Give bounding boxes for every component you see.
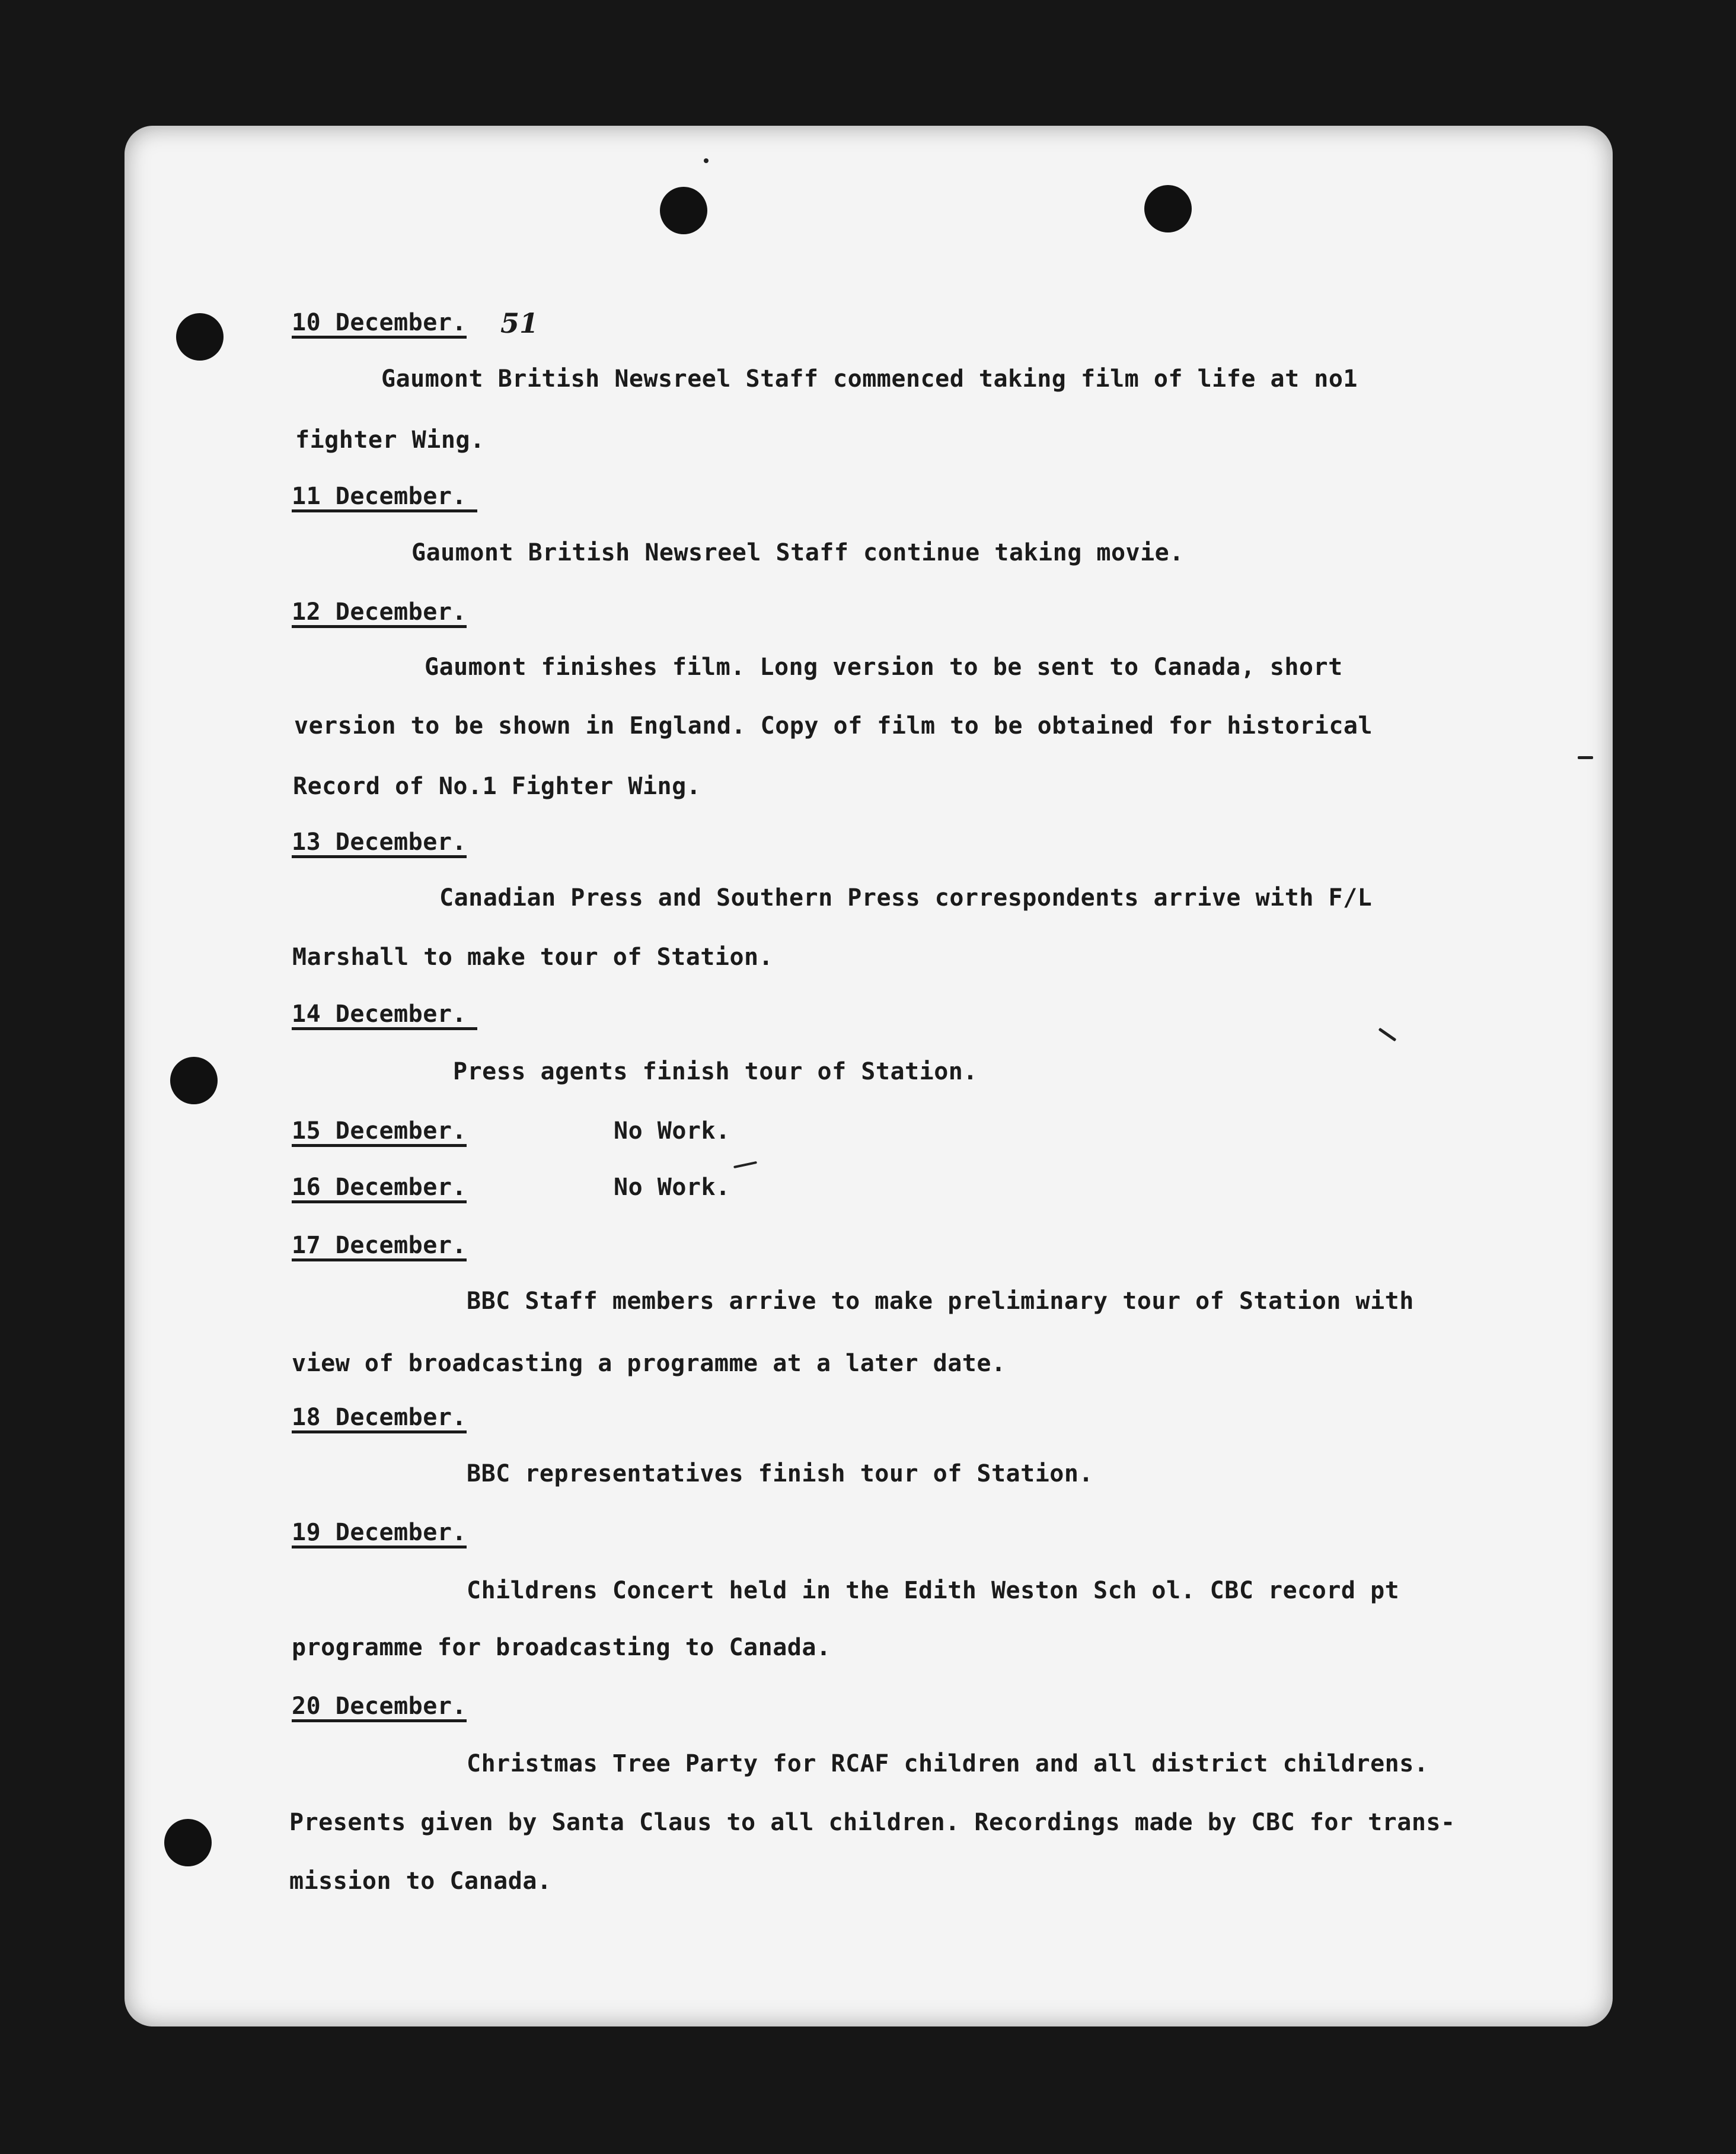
entry-text: version to be shown in England. Copy of film to be obtained for historical bbox=[294, 712, 1373, 740]
binder-hole bbox=[176, 313, 224, 361]
paper-speck bbox=[733, 1161, 757, 1168]
entry-date: 14 December. bbox=[292, 1002, 477, 1030]
binder-hole bbox=[164, 1819, 212, 1866]
entry-text: view of broadcasting a programme at a later date. bbox=[292, 1350, 1006, 1377]
entry-date: 19 December. bbox=[292, 1521, 467, 1548]
entry-text: Press agents finish tour of Station. bbox=[453, 1058, 978, 1085]
entry-text: Gaumont British Newsreel Staff commenced taking film of life at no1 bbox=[381, 365, 1358, 393]
entry-text: Record of No.1 Fighter Wing. bbox=[293, 773, 701, 800]
entry-text: Marshall to make tour of Station. bbox=[292, 944, 774, 971]
entry-text: BBC Staff members arrive to make preliminary tour of Station with bbox=[467, 1288, 1414, 1315]
entry-date: 13 December. bbox=[292, 830, 467, 858]
punch-hole bbox=[660, 187, 707, 234]
paper-speck bbox=[1378, 1028, 1397, 1042]
entry-note: No Work. bbox=[614, 1117, 730, 1145]
entry-date: 11 December. bbox=[292, 485, 477, 512]
paper-speck bbox=[1578, 756, 1593, 759]
entry-text: programme for broadcasting to Canada. bbox=[292, 1634, 831, 1661]
entry-text: Christmas Tree Party for RCAF children and all district childrens. bbox=[467, 1750, 1429, 1777]
paper-speck bbox=[704, 158, 709, 163]
entry-date: 10 December. bbox=[292, 311, 467, 339]
entry-date: 20 December. bbox=[292, 1694, 467, 1722]
entry-text: BBC representatives finish tour of Station. bbox=[467, 1460, 1094, 1487]
binder-hole bbox=[170, 1057, 218, 1104]
entry-text: Gaumont British Newsreel Staff continue taking movie. bbox=[411, 539, 1184, 566]
punch-hole bbox=[1144, 185, 1192, 232]
entry-text: Gaumont finishes film. Long version to be sent to Canada, short bbox=[425, 654, 1343, 681]
entry-text: fighter Wing. bbox=[295, 426, 485, 454]
entry-date: 12 December. bbox=[292, 600, 467, 628]
page-number: 51 bbox=[500, 307, 539, 339]
entry-text: Presents given by Santa Claus to all children. Recordings made by CBC for trans- bbox=[289, 1809, 1456, 1836]
entry-date: 18 December. bbox=[292, 1406, 467, 1433]
entry-text: Childrens Concert held in the Edith Weston Sch ol. CBC record pt bbox=[467, 1577, 1400, 1604]
entry-date: 17 December. bbox=[292, 1234, 467, 1261]
entry-date: 15 December. bbox=[292, 1119, 467, 1147]
entry-text: Canadian Press and Southern Press correspondents arrive with F/L bbox=[439, 884, 1373, 912]
document-page bbox=[125, 126, 1613, 2026]
entry-text: mission to Canada. bbox=[289, 1868, 552, 1895]
entry-note: No Work. bbox=[614, 1174, 730, 1201]
entry-date: 16 December. bbox=[292, 1175, 467, 1203]
